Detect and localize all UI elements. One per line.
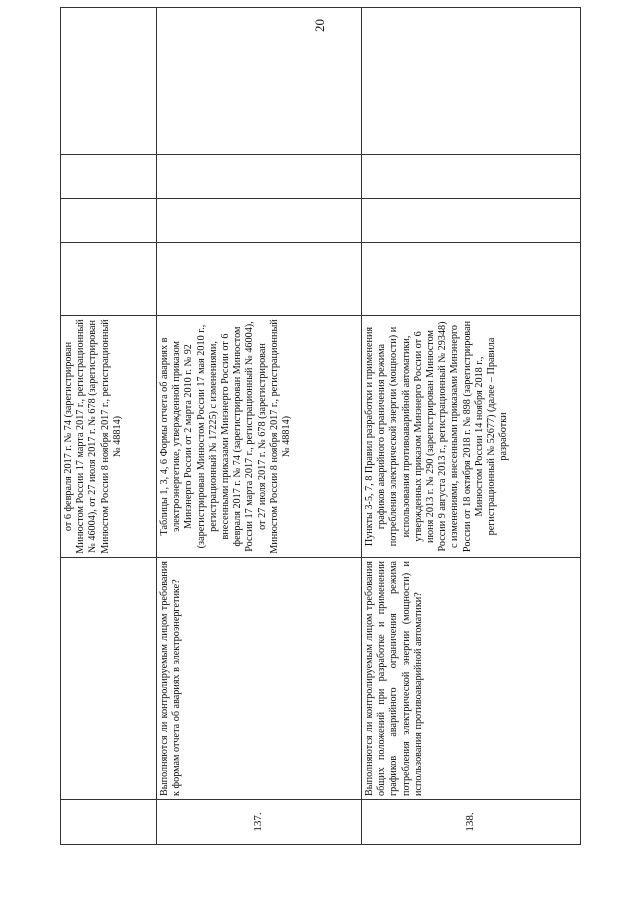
- table-row: [157, 8, 362, 845]
- answer-cell-yes: [61, 243, 157, 316]
- question-cell: Выполняются ли контролируемым лицом требования к формам отчета об авариях в электроэнергетике?: [157, 558, 362, 800]
- row-number: [61, 800, 157, 845]
- table-row: [61, 8, 157, 845]
- table-row: [362, 8, 581, 845]
- reference-cell: Пункты 3-5, 7, 8 Правил разработки и применения графиков аварийного ограничения режима потребления электрической энергии (мощности) и использования противоаварийной автоматики, утвержденных приказом Минэнерго России от 6 июня 2013 г. № 290 (зарегистрирован Минюстом России 9 августа 2013 г., регистрационный № 29348) с изменениями, внесенными приказами Минэнерго России от 18 октября 2018 г. № 898 (зарегистрирован Минюстом России 14 ноября 2018 г., регистрационный № 52677) (далее – Правила разработки: [362, 316, 581, 558]
- note-cell: [61, 8, 157, 155]
- reference-cell: от 6 февраля 2017 г. № 74 (зарегистрирован Минюстом России 17 марта 2017 г., регистрационный № 46004), от 27 июля 2017 г. № 678 (зарегистрирован Минюстом России 8 ноября 2017 г., регистрационный № 48814): [61, 316, 157, 558]
- answer-cell-no: [157, 199, 362, 243]
- reference-cell: Таблицы 1, 3, 4, 6 Формы отчета об авариях в электроэнергетике, утвержденной приказом Минэнерго России от 2 марта 2010 г. № 92 (зарегистрирован Минюстом России 17 мая 2010 г., регистрационный № 17225) с изменениями, внесенными приказами Минэнерго России от 6 февраля 2017 г. № 74 (зарегистрирован Минюстом России 17 марта 2017 г., регистрационный № 46004), от 27 июля 2017 г. № 678 (зарегистрирован Минюстом России 8 ноября 2017 г., регистрационный № 48814): [157, 316, 362, 558]
- row-number: 137.: [157, 800, 362, 845]
- question-cell: [61, 558, 157, 800]
- page-number: 20: [312, 19, 327, 33]
- question-cell: Выполняются ли контролируемым лицом требования общих положений при разработке и применении графиков аварийного ограничения режима потребления электрической энергии (мощности) и использования противоаварийной автоматики?: [362, 558, 581, 800]
- checklist-table: [60, 7, 581, 845]
- answer-cell-yes: [157, 243, 362, 316]
- answer-cell-no: [61, 199, 157, 243]
- answer-cell-no: [362, 199, 581, 243]
- answer-cell-yes: [362, 243, 581, 316]
- row-number: 138.: [362, 800, 581, 845]
- note-cell: [157, 8, 362, 155]
- answer-cell-na: [61, 155, 157, 199]
- answer-cell-na: [362, 155, 581, 199]
- note-cell: [362, 8, 581, 155]
- answer-cell-na: [157, 155, 362, 199]
